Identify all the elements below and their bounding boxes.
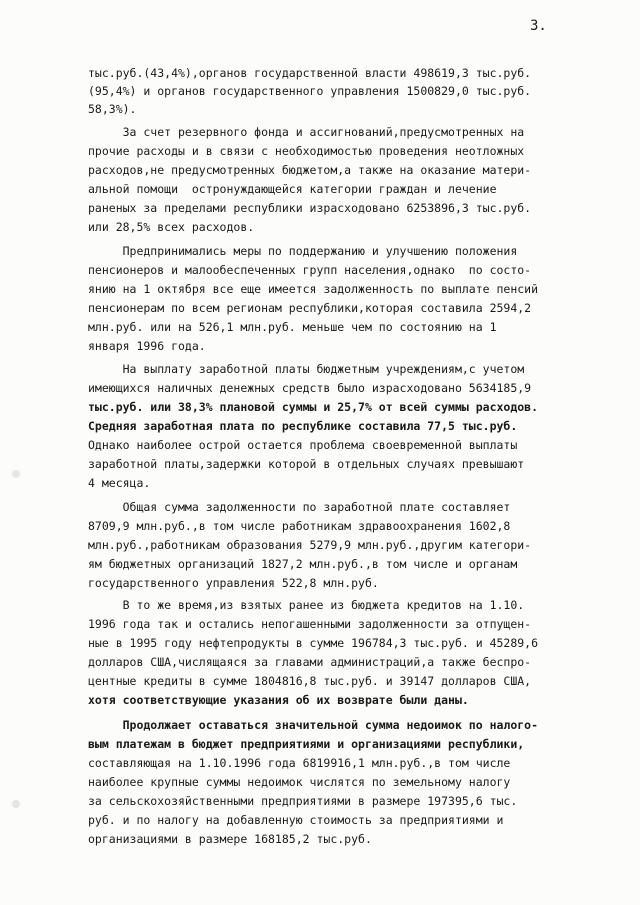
text-line: 58,3%). [88, 102, 137, 116]
text-line: пенсионерам по всем регионам республики,которая составила 2594,2 [88, 301, 532, 315]
punch-hole [12, 800, 20, 808]
text-line: Продолжает оставаться значительной сумма недоимок по налого- [88, 718, 539, 732]
text-line: имеющихся наличных денежных средств было израсходовано 5634185,9 [88, 381, 532, 395]
text-line: организациями в размере 168185,2 тыс.руб. [88, 832, 372, 846]
text-line: Общая сумма задолженности по заработной плате составляет [88, 500, 511, 514]
text-line: наиболее крупные суммы недоимок числятся по земельному налогу [88, 775, 511, 789]
text-line: раненых за пределами республики израсходовано 6253896,3 тыс.руб. [88, 201, 532, 215]
punch-hole [12, 470, 20, 478]
page-number: 3. [530, 18, 547, 34]
text-line: 4 месяца. [88, 476, 151, 490]
text-line: тыс.руб.(43,4%),органов государственной власти 498619,3 тыс.руб. [88, 66, 532, 80]
text-line: тыс.руб. или 38,3% плановой суммы и 25,7% от всей суммы расходов. [88, 400, 539, 414]
text-line: государственного управления 522,8 млн.руб. [88, 576, 379, 590]
text-line: за сельскохозяйственными предприятиями в размере 197395,6 тыс. [88, 794, 518, 808]
text-line: 1996 года так и остались непогашенными задолженности за отпущен- [88, 617, 532, 631]
text-line: пенсионеров и малообеспеченных групп населения,однако по состо- [88, 263, 532, 277]
text-line: составляющая на 1.10.1996 года 6819916,1 млн.руб.,в том числе [88, 756, 511, 770]
text-line: расходов,не предусмотренных бюджетом,а также на оказание матери- [88, 163, 532, 177]
text-line: Предпринимались меры по поддержанию и улучшению положения [88, 244, 518, 258]
text-line: Средняя заработная плата по республике составила 77,5 тыс.руб. [88, 419, 518, 433]
text-line: На выплату заработной платы бюджетным учреждениям,с учетом [88, 362, 525, 376]
text-line: 8709,9 млн.руб.,в том числе работникам здравоохранения 1602,8 [88, 519, 511, 533]
text-line: (95,4%) и органов государственного управления 1500829,0 тыс.руб. [88, 84, 532, 98]
text-line: заработной платы,задержки которой в отдельных случаях превышают [88, 457, 525, 471]
text-line: января 1996 года. [88, 339, 206, 353]
text-line: альной помощи остронуждающейся категории граждан и лечение [88, 182, 497, 196]
text-line: млн.руб.,работникам образования 5279,9 млн.руб.,другим категори- [88, 538, 532, 552]
text-line: ные в 1995 году нефтепродукты в сумме 196784,3 тыс.руб. и 45289,6 [88, 636, 539, 650]
text-line: янию на 1 октября все еще имеется задолженность по выплате пенсий [88, 282, 539, 296]
text-line: или 28,5% всех расходов. [88, 220, 255, 234]
text-line: центные кредиты в сумме 1804816,8 тыс.руб. и 39147 долларов США, [88, 674, 532, 688]
text-line: За счет резервного фонда и ассигнований,предусмотренных на [88, 125, 525, 139]
text-line: В то же время,из взятых ранее из бюджета кредитов на 1.10. [88, 598, 525, 612]
text-line: млн.руб. или на 526,1 млн.руб. меньше чем по состоянию на 1 [88, 320, 497, 334]
text-line: прочие расходы и в связи с необходимостью проведения неотложных [88, 144, 525, 158]
text-line: Однако наиболее острой остается проблема своевременной выплаты [88, 438, 518, 452]
text-line: хотя соответствующие указания об их возврате были даны. [88, 693, 469, 707]
text-line: ям бюджетных организаций 1827,2 млн.руб.,в том числе и органам [88, 557, 518, 571]
text-line: долларов США,числящаяся за главами администраций,а также беспро- [88, 655, 532, 669]
text-line: вым платежам в бюджет предприятиями и организациями республики, [88, 737, 525, 751]
text-line: руб. и по налогу на добавленную стоимость за предприятиями и [88, 813, 504, 827]
